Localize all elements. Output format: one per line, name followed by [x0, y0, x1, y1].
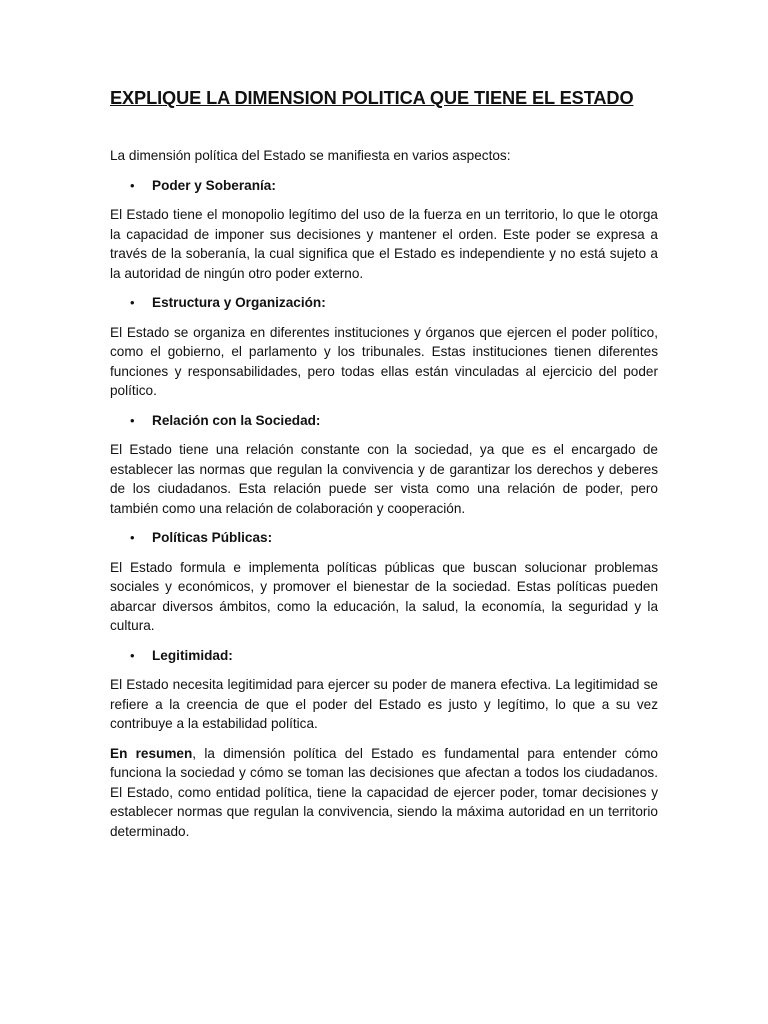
bullet-icon: • [130, 530, 135, 545]
section-heading-poder [110, 176, 658, 196]
section-heading-label: Legitimidad: [152, 647, 233, 663]
section-body-politicas: El Estado formula e implementa políticas públicas que buscan solucionar problemas sociales y económicos, y promover el bienestar de la sociedad. Estas políticas pueden abarcar diversos ámbitos, como la educación, la salud, la economía, la seguridad y la cultura. [110, 559, 658, 633]
intro-paragraph: La dimensión política del Estado se manifiesta en varios aspectos: [110, 148, 511, 163]
bullet-icon: • [130, 177, 135, 193]
bullet-icon: • [130, 412, 135, 428]
document-content [110, 86, 658, 841]
document-title: EXPLIQUE LA DIMENSION POLITICA QUE TIENE EL ESTADO [110, 88, 634, 108]
section-heading-politicas [110, 528, 658, 548]
section-body-poder: El Estado tiene el monopolio legítimo del uso de la fuerza en un territorio, lo que le otorga la capacidad de imponer sus decisiones y mantener el orden. Este poder se expresa a través de la soberanía, la cual significa que el Estado es independiente y no está sujeto a la autoridad de ningún otro poder externo. [110, 207, 658, 281]
summary-text: , la dimensión política del Estado es fundamental para entender cómo funciona la sociedad y cómo se toman las decisiones que afectan a todos los ciudadanos. El Estado, como entidad política, tiene la capacidad de ejercer poder, tomar decisiones y establecer normas que regulan la convivencia, siendo la máxima autoridad en un territorio determinado. [110, 745, 658, 839]
section-heading-label: Políticas Públicas: [152, 530, 273, 545]
section-heading-label: Relación con la Sociedad: [152, 412, 321, 428]
summary-paragraph [110, 744, 658, 842]
section-heading-estructura [110, 293, 658, 313]
bullet-icon: • [130, 647, 135, 663]
section-heading-relacion [110, 411, 658, 431]
section-body-legitimidad: El Estado necesita legitimidad para ejercer su poder de manera efectiva. La legitimidad se refiere a la creencia de que el poder del Estado es justo y legítimo, lo que a su vez contribuye a la estabilidad política. [110, 677, 658, 731]
summary-lead: En resumen [110, 745, 193, 761]
section-heading-label: Estructura y Organización: [152, 295, 326, 310]
section-heading-label: Poder y Soberanía: [152, 177, 276, 193]
section-body-relacion: El Estado tiene una relación constante con la sociedad, ya que es el encargado de establecer las normas que regulan la convivencia y de garantizar los derechos y deberes de los ciudadanos. Esta relación puede ser vista como una relación de poder, pero también como una relación de colaboración y cooperación. [110, 442, 658, 516]
section-heading-legitimidad [110, 646, 658, 666]
bullet-icon: • [130, 295, 135, 310]
section-body-estructura: El Estado se organiza en diferentes instituciones y órganos que ejercen el poder político, como el gobierno, el parlamento y los tribunales. Estas instituciones tienen diferentes funciones y responsabilidades, pero todas ellas están vinculadas al ejercicio del poder político. [110, 324, 658, 398]
